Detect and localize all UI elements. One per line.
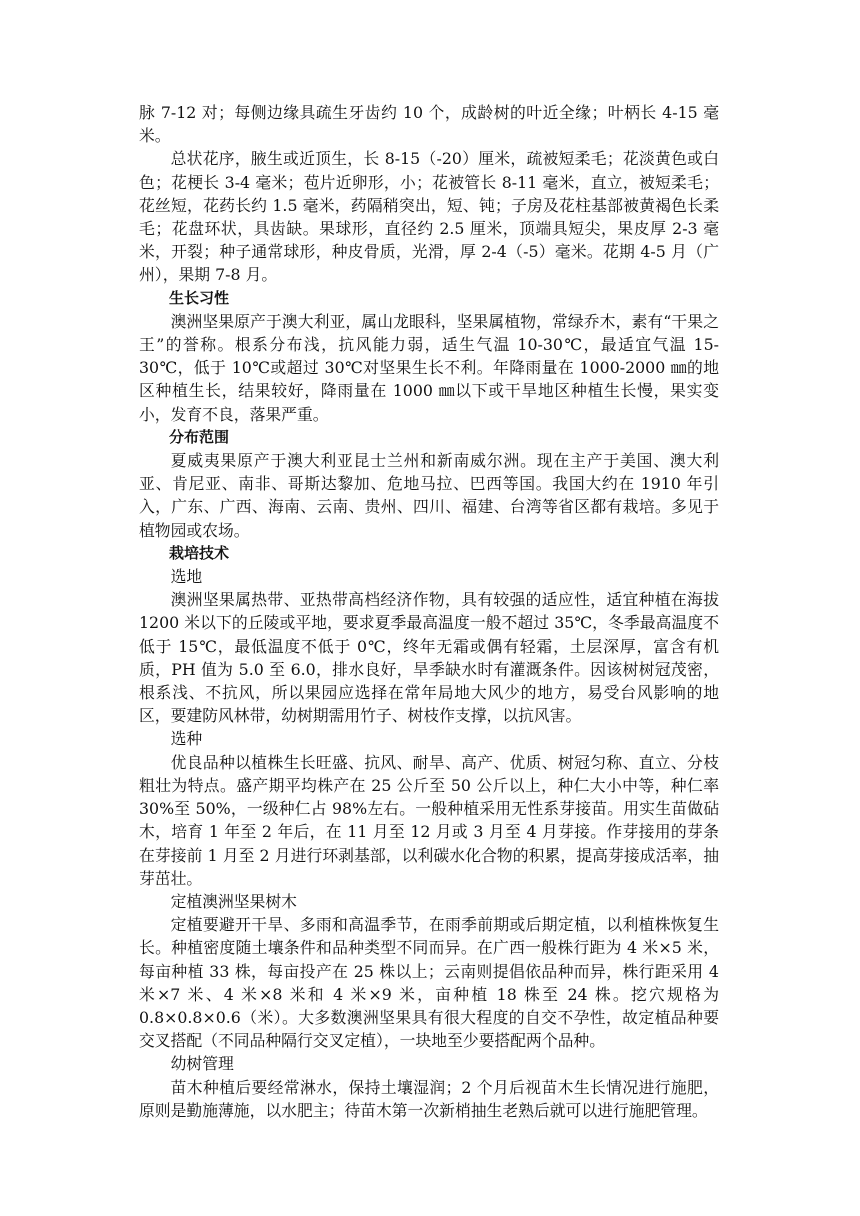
section-heading-distribution: 分布范围 [169, 427, 230, 446]
planting-paragraph: 定植要避开干旱、多雨和高温季节，在雨季前期或后期定植，以利植株恢复生长。种植密度随土壤条件和品种类型不同而异。在广西一般株行距为 4 米×5 米，每亩种植 33 株，每亩投产在 25 株以上；云南则提倡依品种而异，株行距采用 4 米×7 米、4 米×8 米和 4 米×9 米，亩种植 18 株至 24 株。挖穴规格为 0.8×0.8×0.6（米）。大多数澳洲坚果具有很大程度的自交不孕性，故定植品种要交叉搭配（不同品种隔行交叉定植），一块地至少要搭配两个品种。 [139, 915, 719, 1051]
section-heading-habit: 生长习性 [169, 288, 230, 307]
section-heading-cultivation: 栽培技术 [169, 543, 230, 562]
subheading-planting: 定植澳洲坚果树木 [170, 891, 297, 911]
leaf-description-continuation: 脉 7-12 对；每侧边缘具疏生牙齿约 10 个，成龄树的叶近全缘；叶柄长 4-15 毫米。 [139, 103, 719, 146]
subheading-young-tree-management: 幼树管理 [170, 1054, 234, 1074]
site-selection-paragraph: 澳洲坚果属热带、亚热带高档经济作物，具有较强的适应性，适宜种植在海拔 1200 米以下的丘陵或平地，要求夏季最高温度一般不超过 35℃，冬季最高温度不低于 15℃，最低温度不低于 0℃，终年无霜或偶有轻霜，土层深厚，富含有机质，PH 值为 5.0 至 6.0，排水良好，旱季缺水时有灌溉条件。因该树树冠茂密，根系浅、不抗风，所以果园应选择在常年局地大风少的地方，易受台风影响的地区，要建防风林带，幼树期需用竹子、树枝作支撑，以抗风害。 [139, 590, 719, 726]
inflorescence-paragraph: 总状花序，腋生或近顶生，长 8-15（-20）厘米，疏被短柔毛；花淡黄色或白色；花梗长 3-4 毫米；苞片近卵形，小；花被管长 8-11 毫米，直立，被短柔毛；花丝短，花药长约 1.5 毫米，药隔稍突出，短、钝；子房及花柱基部被黄褐色长柔毛；花盘环状，具齿缺。果球形，直径约 2.5 厘米，顶端具短尖，果皮厚 2-3 毫米，开裂；种子通常球形，种皮骨质，光滑，厚 2-4（-5）毫米。花期 4-5 月（广州），果期 7-8 月。 [139, 149, 719, 285]
document-body [139, 101, 719, 1122]
young-tree-management-paragraph: 苗木种植后要经常淋水，保持土壤湿润；2 个月后视苗木生长情况进行施肥，原则是勤施薄施，以水肥主；待苗木第一次新梢抽生老熟后就可以进行施肥管理。 [139, 1077, 719, 1120]
distribution-paragraph: 夏威夷果原产于澳大利亚昆士兰州和新南威尔洲。现在主产于美国、澳大利亚、肯尼亚、南非、哥斯达黎加、危地马拉、巴西等国。我国大约在 1910 年引入，广东、广西、海南、云南、贵州、四川、福建、台湾等省区都有栽培。多见于植物园或农场。 [139, 451, 719, 540]
habit-paragraph: 澳洲坚果原产于澳大利亚，属山龙眼科，坚果属植物，常绿乔木，素有“干果之王”的誉称。根系分布浅，抗风能力弱，适生气温 10-30℃，最适宜气温 15-30℃，低于 10℃或超过 30℃对坚果生长不利。年降雨量在 1000-2000 ㎜的地区种植生长，结果较好，降雨量在 1000 ㎜以下或干旱地区种植生长慢，果实变小，发育不良，落果严重。 [139, 311, 719, 424]
subheading-site-selection: 选地 [170, 567, 203, 587]
variety-selection-paragraph: 优良品种以植株生长旺盛、抗风、耐旱、高产、优质、树冠匀称、直立、分枝粗壮为特点。盛产期平均株产在 25 公斤至 50 公斤以上，种仁大小中等，种仁率 30%至 50%，一级种仁占 98%左右。一般种植采用无性系芽接苗。用实生苗做砧木，培育 1 年至 2 年后，在 11 月至 12 月或 3 月至 4 月芽接。作芽接用的芽条在芽接前 1 月至 2 月进行环剥基部，以利碳水化合物的积累，提高芽接成活率，抽芽茁壮。 [139, 752, 719, 888]
subheading-variety-selection: 选种 [170, 729, 203, 749]
